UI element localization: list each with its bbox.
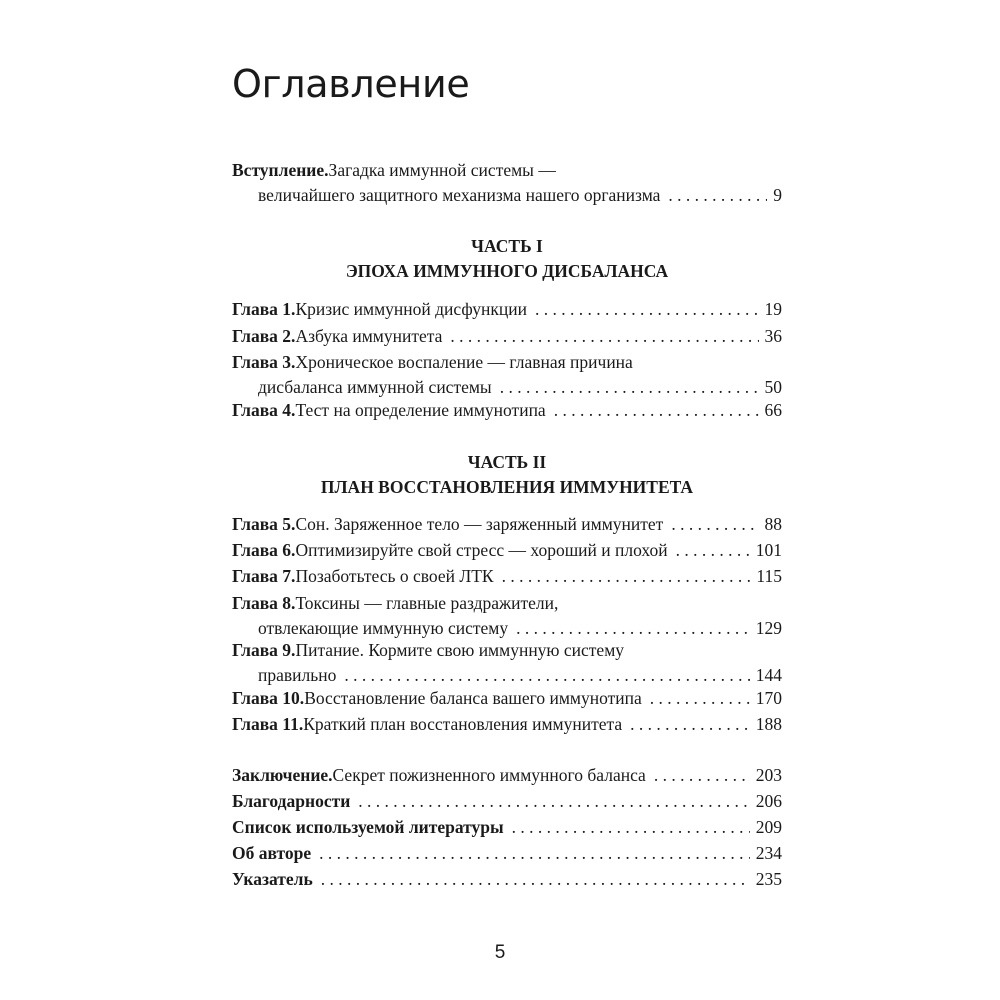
page-number-folio: 5 (494, 942, 506, 963)
dot-leader (344, 663, 749, 688)
dot-leader (319, 841, 750, 866)
toc-entry-acknowledgements[interactable] (232, 789, 782, 814)
dot-leader (654, 763, 750, 788)
entry-title-line1: Хроническое воспаление — главная причина (295, 352, 633, 372)
entry-title-line2: правильно (258, 665, 337, 685)
entry-label: Глава 7. (232, 566, 296, 586)
entry-label: Глава 4. (232, 400, 296, 420)
entry-title-line2: величайшего защитного механизма нашего организма (258, 185, 661, 205)
entry-title: Сон. Заряженное тело — заряженный иммунитет (295, 514, 664, 534)
entry-page-number: 144 (755, 665, 782, 685)
entry-page-number: 36 (764, 326, 782, 346)
entry-page-number: 9 (773, 185, 782, 205)
entry-page-number: 129 (755, 618, 782, 638)
entry-label: Глава 11. (232, 714, 304, 734)
dot-leader (668, 183, 767, 208)
entry-label: Глава 2. (232, 326, 296, 346)
entry-page-number: 88 (764, 514, 782, 534)
entry-title: Восстановление баланса вашего иммунотипа (304, 688, 642, 708)
toc-entry-about-author[interactable] (232, 841, 782, 866)
entry-page-number: 50 (764, 377, 782, 397)
toc-entry-chapter-6[interactable] (232, 538, 782, 563)
dot-leader (321, 867, 750, 892)
entry-label: Глава 6. (232, 540, 296, 560)
entry-page-number: 115 (756, 566, 782, 586)
entry-label: Глава 5. (232, 514, 296, 534)
entry-label: Глава 8. (232, 593, 296, 613)
dot-leader (630, 712, 750, 737)
entry-title: Азбука иммунитета (295, 326, 443, 346)
entry-label: Глава 3. (232, 352, 296, 372)
entry-label: Вступление. (232, 160, 329, 180)
dot-leader (676, 538, 750, 563)
entry-page-number: 234 (755, 843, 782, 863)
toc-entry-intro[interactable] (232, 158, 782, 208)
entry-page-number: 101 (755, 540, 782, 560)
entry-title-line2: дисбаланса иммунной системы (258, 377, 492, 397)
entry-title: Краткий план восстановления иммунитета (303, 714, 623, 734)
toc-entry-chapter-3[interactable] (232, 350, 782, 400)
entry-label: Список используемой литературы (232, 817, 504, 837)
toc-entry-chapter-4[interactable] (232, 398, 782, 423)
toc-entry-chapter-10[interactable] (232, 686, 782, 711)
part-2-name: ПЛАН ВОССТАНОВЛЕНИЯ ИММУНИТЕТА (320, 477, 694, 497)
entry-label: Указатель (232, 869, 313, 889)
entry-title: Оптимизируйте свой стресс — хороший и плохой (295, 540, 668, 560)
toc-entry-references[interactable] (232, 815, 782, 840)
entry-label: Об авторе (232, 843, 312, 863)
entry-page-number: 203 (755, 765, 782, 785)
dot-leader (512, 815, 750, 840)
toc-entry-chapter-11[interactable] (232, 712, 782, 737)
dot-leader (502, 564, 751, 589)
toc-entry-conclusion[interactable] (232, 763, 782, 788)
entry-title-line2: отвлекающие иммунную систему (258, 618, 509, 638)
dot-leader (535, 297, 759, 322)
part-1-number: ЧАСТЬ I (471, 236, 543, 256)
entry-label: Глава 1. (232, 299, 296, 319)
entry-page-number: 188 (755, 714, 782, 734)
toc-entry-chapter-1[interactable] (232, 297, 782, 322)
entry-title: Позаботьтесь о своей ЛТК (295, 566, 494, 586)
dot-leader (650, 686, 750, 711)
entry-page-number: 170 (755, 688, 782, 708)
entry-title-line1: Загадка иммунной системы — (328, 160, 556, 180)
toc-entry-index[interactable] (232, 867, 782, 892)
entry-title: Кризис иммунной дисфункции (295, 299, 527, 319)
part-1-name: ЭПОХА ИММУННОГО ДИСБАЛАНСА (345, 261, 669, 281)
toc-entry-chapter-2[interactable] (232, 324, 782, 349)
entry-title: Секрет пожизненного иммунного баланса (332, 765, 646, 785)
entry-page-number: 19 (764, 299, 782, 319)
entry-title-line1: Токсины — главные раздражители, (295, 593, 559, 613)
entry-page-number: 209 (755, 817, 782, 837)
entry-label: Глава 9. (232, 640, 296, 660)
dot-leader (500, 375, 759, 400)
toc-entry-chapter-9[interactable] (232, 638, 782, 688)
entry-label: Заключение. (232, 765, 333, 785)
entry-title-line1: Питание. Кормите свою иммунную систему (295, 640, 625, 660)
page-title: Оглавление (232, 62, 470, 106)
entry-page-number: 206 (755, 791, 782, 811)
entry-label: Благодарности (232, 791, 351, 811)
toc-entry-chapter-5[interactable] (232, 512, 782, 537)
dot-leader (554, 398, 759, 423)
dot-leader (358, 789, 749, 814)
entry-page-number: 66 (764, 400, 782, 420)
toc-entry-chapter-7[interactable] (232, 564, 782, 589)
part-2-number: ЧАСТЬ II (467, 452, 547, 472)
entry-title: Тест на определение иммунотипа (295, 400, 546, 420)
dot-leader (671, 512, 758, 537)
entry-label: Глава 10. (232, 688, 305, 708)
toc-entry-chapter-8[interactable] (232, 591, 782, 641)
entry-page-number: 235 (755, 869, 782, 889)
dot-leader (450, 324, 758, 349)
